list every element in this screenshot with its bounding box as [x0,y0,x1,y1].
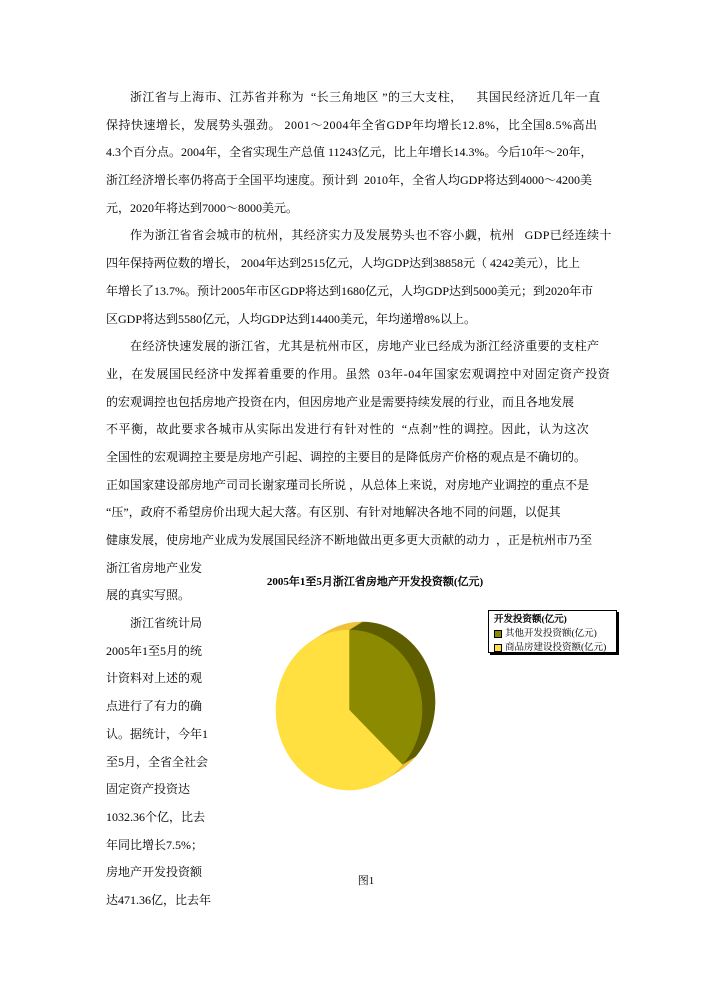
body-text-line: 区GDP将达到5580亿元，人均GDP达到14400美元，年均递增8%以上。 [106,311,477,326]
body-text-line: 元，2020年将达到7000～8000美元。 [106,200,299,215]
body-text-line: 浙江省与上海市、江苏省并称为 “长三角地区 ”的三大支柱， 其国民经济近几年一直 [130,90,601,104]
body-text-line: 在经济快速发展的浙江省，尤其是杭州市区，房地产业已经成为浙江经济重要的支柱产 [130,339,600,354]
legend-swatch [494,644,502,652]
legend-swatch [494,630,502,638]
legend-item [489,641,616,655]
body-text-line: “压”，政府不希望房价出现大起大落。有区别、有针对地解决各地不同的问题，以促其 [106,505,561,520]
body-text-line: 全国性的宏观调控主要是房地产引起、调控的主要目的是降低房产价格的观点是不确切的。 [106,449,587,464]
legend-item [489,627,616,641]
body-text-line: 1032.36个亿，比去 [106,809,206,824]
body-text-line: 年同比增长7.5%； [106,837,203,852]
figure-caption: 图1 [357,875,375,887]
body-text-line: 的宏观调控也包括房地产投资在内，但因房地产业是需要持续发展的行业，而且各地发展 [106,394,575,409]
paragraph [106,222,646,333]
pie-chart [260,600,460,800]
body-text-line: 2005年1至5月的统 [106,643,203,658]
body-text-line: 至5月，全省全社会 [106,754,209,769]
body-text-line: 达471.36亿，比去年 [106,892,212,907]
body-text-line: 正如国家建设部房地产司司长谢家瑾司长所说 ，从总体上来说，对房地产业调控的重点不是 [106,477,590,492]
body-text-line: 不平衡，故此要求各城市从实际出发进行有针对性的 “点刹”性的调控。因此，认为这次 [106,422,590,437]
body-text-line: 业，在发展国民经济中发挥着重要的作用。虽然 03年-04年国家宏观调控中对固定资产投资 [106,366,611,381]
chart-legend [488,610,617,653]
body-text-line: 点进行了有力的确 [106,699,203,714]
body-text-line: 健康发展，使房地产业成为发展国民经济不断地做出更多更大贡献的动力 ，正是杭州市乃至 [106,533,593,547]
body-text-line: 展的真实写照。 [106,588,191,603]
body-text-line: 计资料对上述的观 [106,671,203,686]
body-text-line: 浙江经济增长率仍将高于全国平均速度。预计到 2010年，全省人均GDP将达到4000～4200美 [106,173,593,188]
paragraph [106,84,646,222]
body-text-line: 保持快速增长，发展势头强劲。 2001～2004年全省GDP年均增长12.8%，比全国8.5%高出 [106,117,598,132]
legend-title: 开发投资额(亿元) [494,615,567,625]
body-text-line: 浙江省房地产业发 [106,560,203,575]
body-text-line: 房地产开发投资额 [106,865,203,880]
body-text-line: 四年保持两位数的增长， 2004年达到2515亿元，人均GDP达到38858元（ 4242美元），比上 [106,256,581,271]
paragraph [106,333,646,610]
legend-label: 其他开发投资额(亿元) [505,629,597,639]
body-text-line: 作为浙江省省会城市的杭州，其经济实力及发展势头也不容小觑，杭州 GDP已经连续十 [130,228,612,243]
body-text-line: 固定资产投资达 [106,782,191,797]
legend-label: 商品房建设投资额(亿元) [505,643,607,653]
body-text-line: 4.3个百分点。2004年，全省实现生产总值 11243亿元，比上年增长14.3%。今后10年～20年， [106,145,593,160]
body-text-line: 年增长了13.7%。预计2005年市区GDP将达到1680亿元，人均GDP达到5000美元；到2020年市 [106,283,594,298]
body-text-line: 浙江省统计局 [130,616,203,631]
body-text-line: 认。据统计，今年1 [106,726,209,741]
chart-title: 2005年1至5月浙江省房地产开发投资额(亿元) [266,576,484,588]
